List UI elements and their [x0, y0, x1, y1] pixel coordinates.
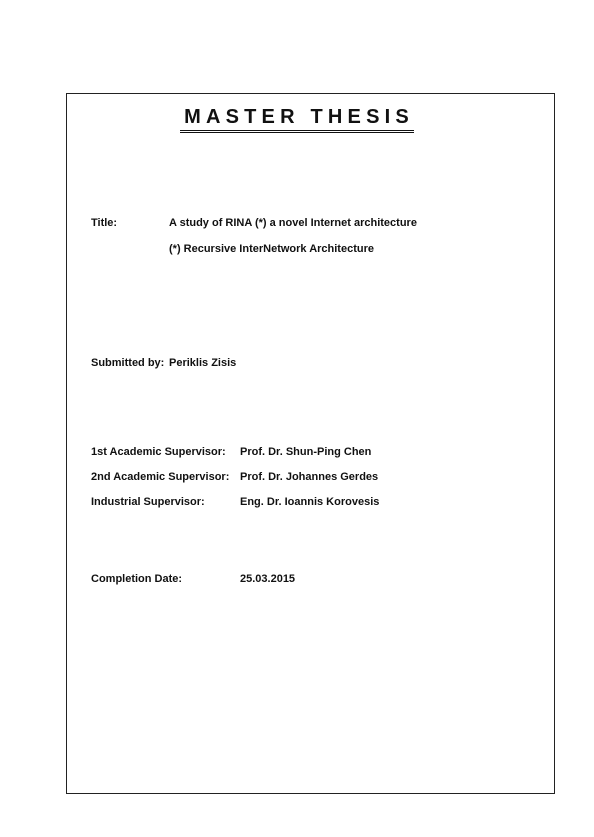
submitted-by-value: Periklis Zisis — [169, 357, 237, 369]
supervisor-2-value: Prof. Dr. Johannes Gerdes — [240, 471, 379, 483]
supervisor-1-value: Prof. Dr. Shun-Ping Chen — [240, 446, 372, 458]
title-line-1: A study of RINA (*) a novel Internet architecture — [169, 217, 417, 229]
completion-date-label: Completion Date: — [91, 573, 183, 585]
supervisor-3-value: Eng. Dr. Ioannis Korovesis — [240, 496, 380, 508]
title-line-2: (*) Recursive InterNetwork Architecture — [169, 243, 374, 255]
page-border — [66, 93, 555, 794]
supervisor-3-label: Industrial Supervisor: — [91, 496, 205, 508]
supervisor-2-label: 2nd Academic Supervisor: — [91, 471, 230, 483]
thesis-heading — [0, 106, 594, 133]
title-label: Title: — [91, 217, 118, 229]
supervisor-1-label: 1st Academic Supervisor: — [91, 446, 226, 458]
completion-date-value: 25.03.2015 — [240, 573, 296, 585]
submitted-by-label: Submitted by: — [91, 357, 165, 369]
heading-text: MASTER THESIS — [180, 106, 414, 133]
